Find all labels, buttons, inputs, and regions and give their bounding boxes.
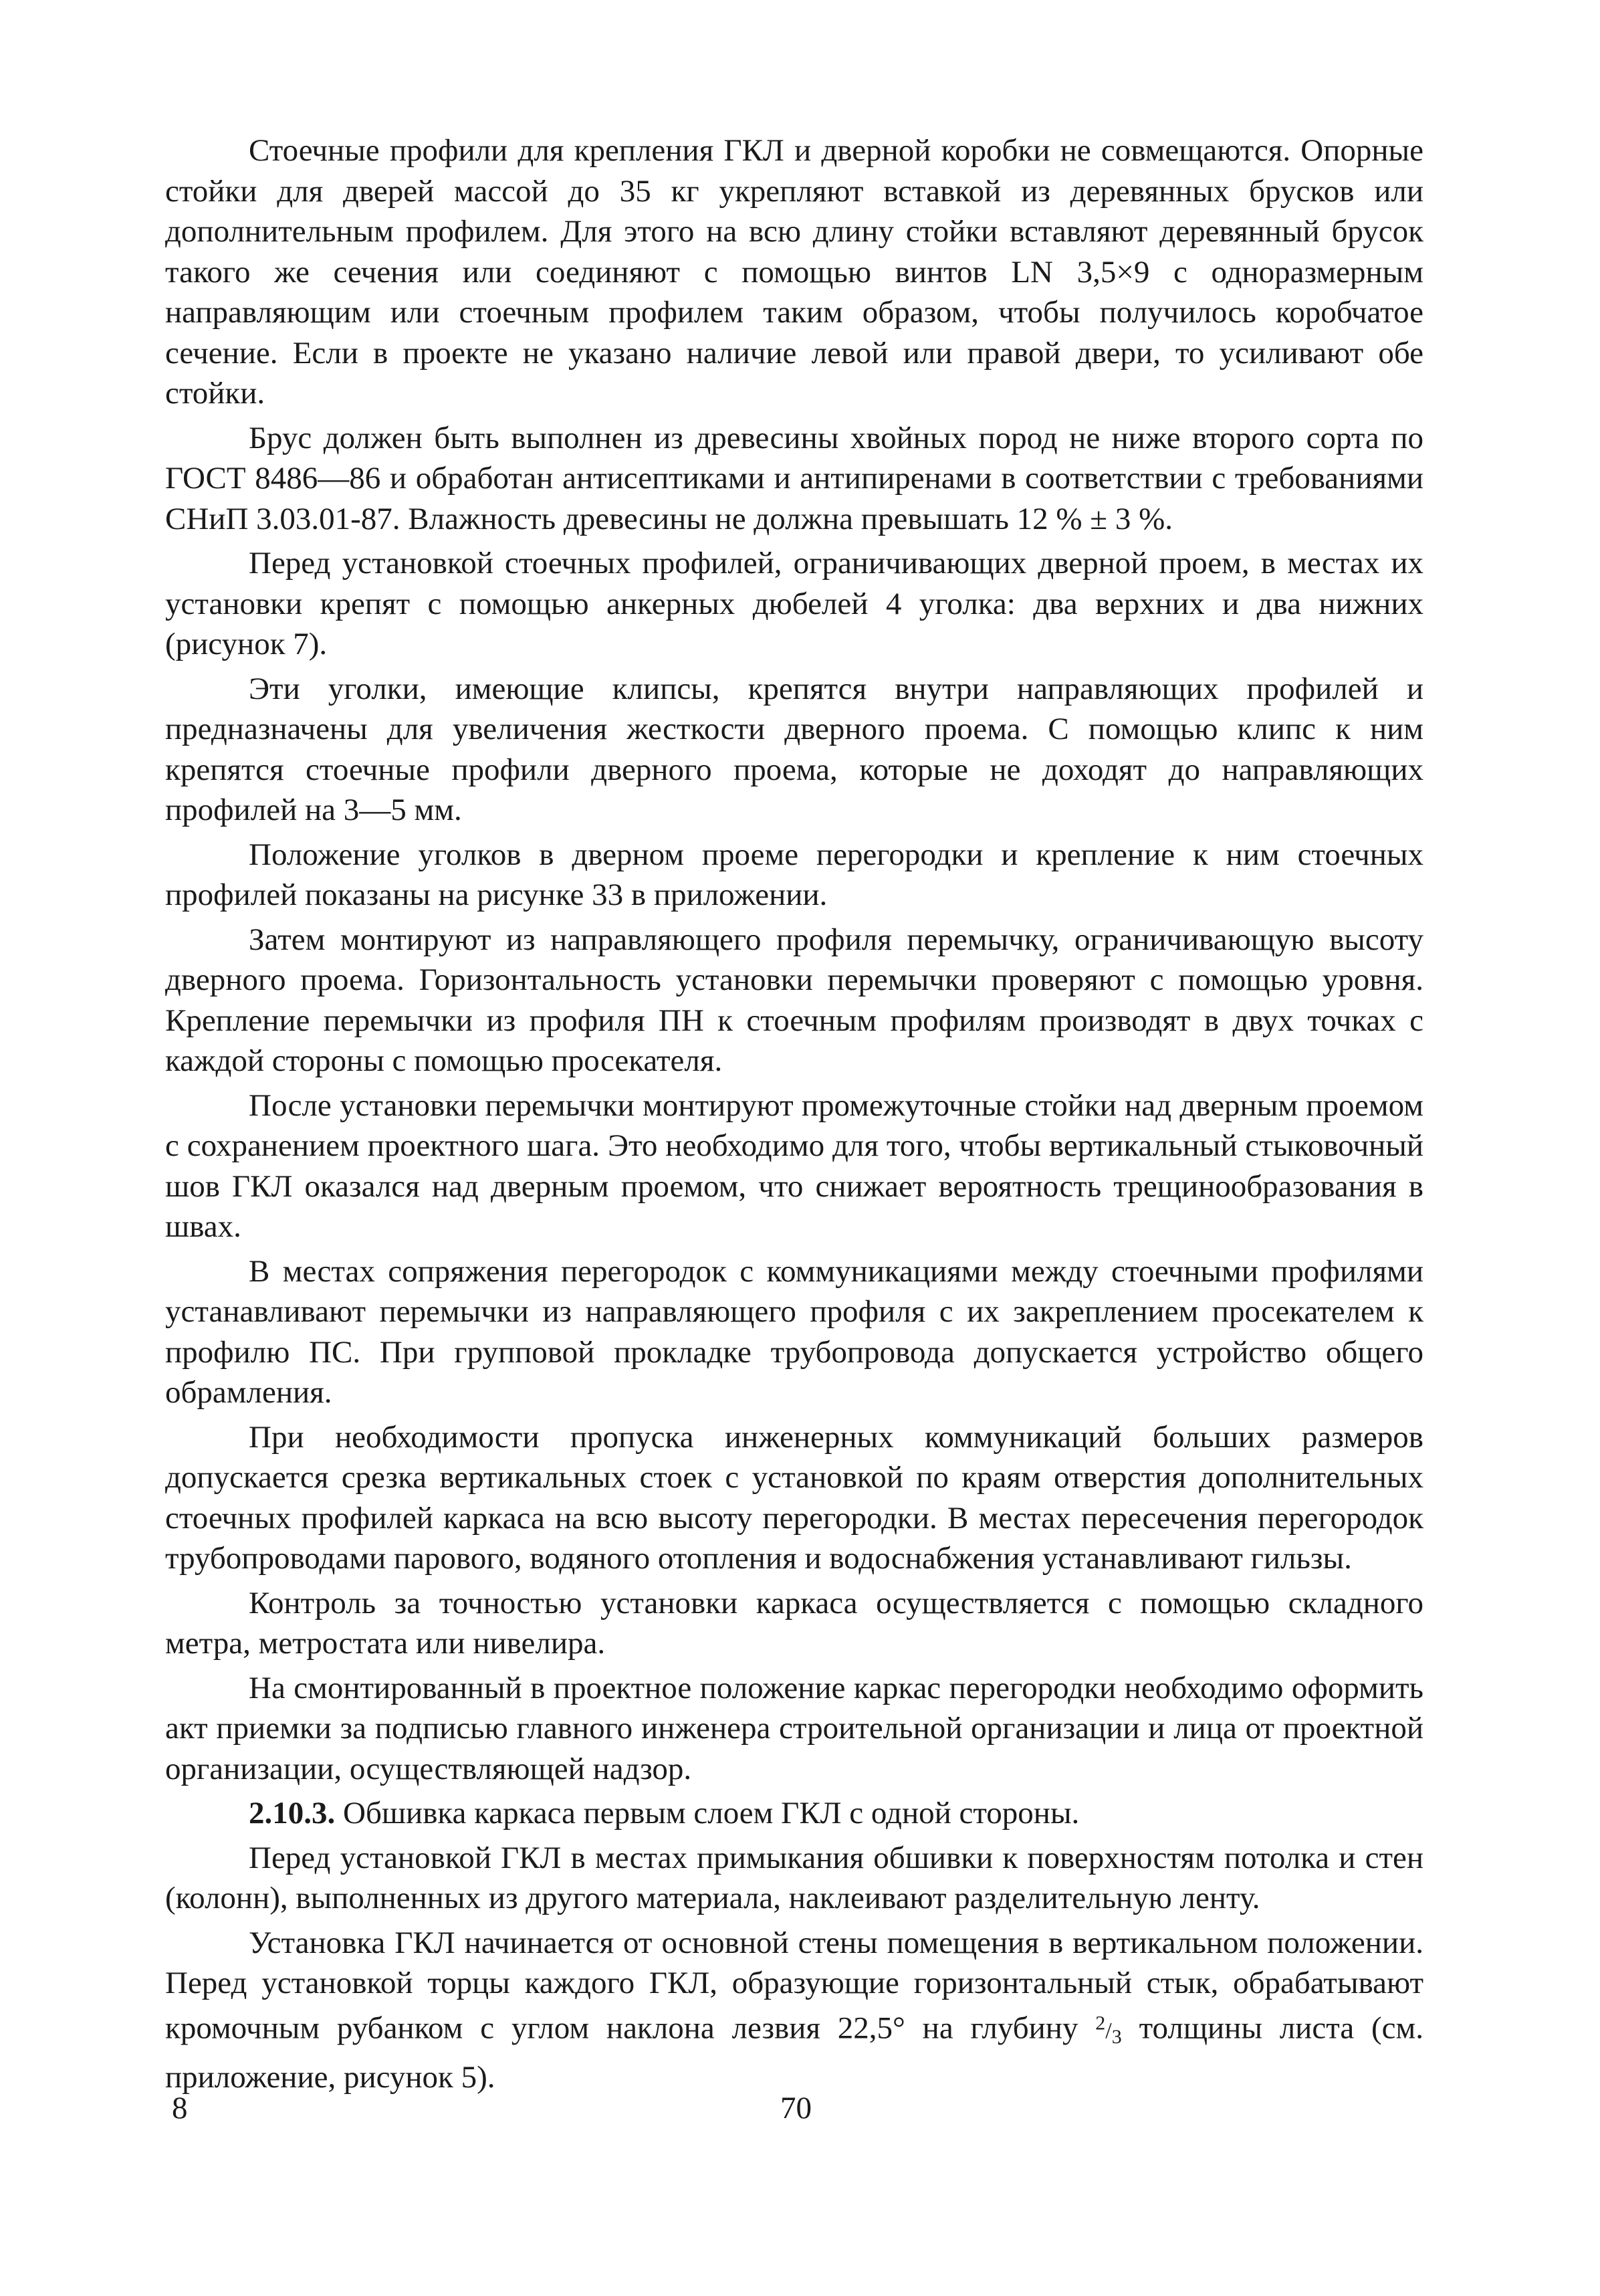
paragraph-7: После установки перемычки монтируют промежуточные стойки над дверным проемом с сохранением проектного шага. Это необходимо для того, чтобы вертикальный стыковочный шов ГКЛ оказался над дверным проемом, что снижает вероятность трещинообразования в швах. [165,1087,1423,1244]
paragraph-4: Эти уголки, имеющие клипсы, крепятся внутри направляющих профилей и предназначены для увеличения жесткости дверного проема. С помощью клипс к ним крепятся стоечные профили дверного проема, которые не доходят до направляющих профилей на 3—5 мм. [165,671,1423,827]
paragraph-13-text-before: Установка ГКЛ начинается от основной стены помещения в вертикальном положении. Перед установкой торцы каждого ГКЛ, образующие горизонтальный стык, обрабатывают кромочным рубанком с углом наклона лезвия 22,5° на глубину [165,1925,1423,2045]
paragraph-3: Перед установкой стоечных профилей, ограничивающих дверной проем, в местах их установки крепят с помощью анкерных дюбелей 4 уголка: два верхних и два нижних (рисунок 7). [165,546,1423,661]
paragraph-9: При необходимости пропуска инженерных коммуникаций больших размеров допускается срезка вертикальных стоек с установкой по краям отверстия дополнительных стоечных профилей каркаса на всю высоту перегородки. В местах пересечения перегородок трубопроводами парового, водяного отопления и водоснабжения устанавливают гильзы. [165,1419,1423,1576]
page-footer [165,2090,1423,2137]
paragraph-6: Затем монтируют из направляющего профиля перемычку, ограничивающую высоту дверного проема. Горизонтальность установки перемычки проверяют с помощью уровня. Крепление перемычки из профиля ПН к стоечным профилям производят в двух точках с каждой стороны с помощью просекателя. [165,922,1423,1078]
section-title: Обшивка каркаса первым слоем ГКЛ с одной стороны. [343,1796,1080,1831]
paragraph-1: Стоечные профили для крепления ГКЛ и дверной коробки не совмещаются. Опорные стойки для дверей массой до 35 кг укрепляют вставкой из деревянных брусков или дополнительным профилем. Для этого на всю длину стойки вставляют деревянный брусок такого же сечения или соединяют с помощью винтов LN 3,5×9 с одноразмерным направляющим или стоечным профилем таким образом, чтобы получилось коробчатое сечение. Если в проекте не указано наличие левой или правой двери, то усиливают обе стойки. [165,133,1423,411]
section-number: 2.10.3. [249,1796,336,1831]
fraction: $^2/_3$ [1095,2012,1122,2048]
paragraph-8: В местах сопряжения перегородок с коммуникациями между стоечными профилями устанавливают перемычки из направляющего профиля с их закреплением просекателем к профилю ПС. При групповой прокладке трубопровода допускается устройство общего обрамления. [165,1253,1423,1410]
fraction-numerator: 2 [1095,2012,1106,2034]
document-page [165,130,1423,2102]
paragraph-10: Контроль за точностью установки каркаса осуществляется с помощью складного метра, метростата или нивелира. [165,1585,1423,1661]
paragraph-2: Брус должен быть выполнен из древесины хвойных пород не ниже второго сорта по ГОСТ 8486—86 и обработан антисептиками и антипиренами в соответствии с требованиями СНиП 3.03.01-87. Влажность древесины не должна превышать 12 % ± 3 %. [165,420,1423,536]
paragraph-5: Положение уголков в дверном проеме перегородки и крепление к ним стоечных профилей показаны на рисунке 33 в приложении. [165,837,1423,912]
section-heading [165,1793,1423,1834]
fraction-denominator: 3 [1111,2025,1122,2048]
paragraph-12: Перед установкой ГКЛ в местах примыкания обшивки к поверхностям потолка и стен (колонн), выполненных из другого материала, наклеивают разделительную ленту. [165,1840,1423,1915]
paragraph-13 [165,1923,1423,2098]
footer-left-number: 8 [172,2091,188,2125]
paragraph-13-text-after: толщины листа (см. приложение, рисунок 5). [165,2010,1424,2095]
paragraph-11: На смонтированный в проектное положение каркас перегородки необходимо оформить акт приемки за подписью главного инженера строительной организации и лица от проектной организации, осуществляющей надзор. [165,1670,1423,1786]
page-number: 70 [780,2091,812,2125]
